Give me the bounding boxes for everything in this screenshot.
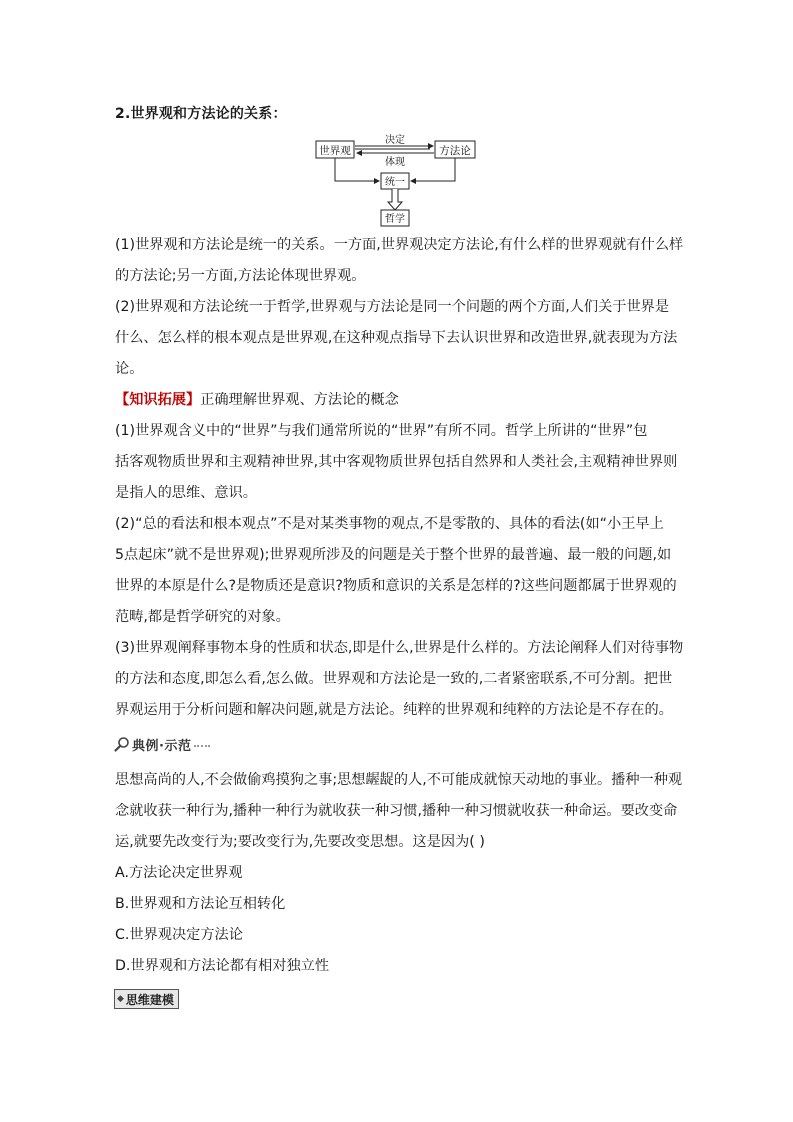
thinking-model-badge — [114, 989, 179, 1009]
question-stem-line-1: 思想高尚的人,不会做偷鸡摸狗之事;思想龌龊的人,不可能成就惊天动地的事业。播种一种观 — [115, 772, 683, 788]
left-connector — [335, 158, 379, 181]
decides-label: 决定 — [385, 135, 405, 146]
unity-label: 统一 — [385, 177, 405, 188]
example-badge-label: 典例·示范 — [132, 738, 192, 754]
knowledge-2-line-1: (2)“总的看法和根本观点”不是对某类事物的观点,不是零散的、具体的看法(如“小王早上 — [115, 516, 664, 532]
point-1-line-1: (1)世界观和方法论是统一的关系。一方面,世界观决定方法论,有什么样的世界观就有什么样 — [115, 237, 684, 253]
diamond-icon: ◆ — [117, 994, 124, 1004]
knowledge-2-line-2: 5点起床”就不是世界观);世界观所涉及的问题是关于整个世界的最普遍、最一般的问题,如 — [115, 547, 672, 563]
section-heading: 2.世界观和方法论的关系： — [115, 106, 287, 122]
question-stem-line-2: 念就收获一种行为,播种一种行为就收获一种习惯,播种一种习惯就收获一种命运。要改变命 — [115, 803, 678, 819]
knowledge-2-line-4: 范畴,都是哲学研究的对象。 — [115, 609, 290, 625]
methodology-label: 方法论 — [439, 145, 471, 157]
option-d: D.世界观和方法论都有相对独立性 — [115, 958, 330, 974]
knowledge-1-line-2: 括客观物质世界和主观精神世界,其中客观物质世界包括自然界和人类社会,主观精神世界则 — [115, 454, 678, 470]
philosophy-label: 哲学 — [385, 214, 405, 225]
relation-points — [115, 230, 684, 726]
relation-diagram — [300, 128, 500, 232]
knowledge-2-line-3: 世界的本原是什么?是物质还是意识?物质和意识的关系是怎样的?这些问题都属于世界观的 — [115, 578, 677, 594]
question-block — [115, 765, 683, 982]
right-connector — [411, 158, 455, 181]
knowledge-3-line-3: 界观运用于分析问题和解决问题,就是方法论。纯粹的世界观和纯粹的方法论是不存在的。 — [115, 702, 673, 718]
option-b: B.世界观和方法论互相转化 — [115, 896, 286, 912]
thinking-model-label: 思维建模 — [125, 992, 174, 1007]
embodies-label: 体现 — [385, 157, 405, 168]
knowledge-3-line-2: 的方法和态度,即怎么看,怎么做。世界观和方法论是一致的,二者紧密联系,不可分割。把世 — [115, 671, 673, 687]
example-badge — [114, 734, 210, 754]
knowledge-title: 正确理解世界观、方法论的概念 — [200, 392, 399, 408]
point-2-line-3: 论。 — [115, 361, 144, 377]
knowledge-1-line-3: 是指人的思维、意识。 — [115, 485, 257, 501]
knowledge-3-line-1: (3)世界观阐释事物本身的性质和状态,即是什么,世界是什么样的。方法论阐释人们对待事物 — [115, 640, 684, 656]
point-2-line-1: (2)世界观和方法论统一于哲学,世界观与方法论是同一个问题的两个方面,人们关于世界是 — [115, 299, 670, 315]
knowledge-1-line-1: (1)世界观含义中的“世界”与我们通常所说的“世界”有所不同。哲学上所讲的“世界”包 — [115, 423, 648, 439]
option-c: C.世界观决定方法论 — [115, 927, 243, 943]
question-stem-line-3: 运,就要先改变行为;要改变行为,先要改变思想。这是因为( ) — [115, 834, 485, 850]
option-a: A.方法论决定世界观 — [115, 865, 243, 881]
dotted-decoration — [194, 741, 210, 747]
magnifier-icon — [114, 736, 130, 752]
knowledge-title-line — [115, 385, 680, 416]
down-arrow — [388, 189, 402, 210]
point-1-line-2: 的方法论;另一方面,方法论体现世界观。 — [115, 268, 366, 284]
worldview-label: 世界观 — [319, 145, 351, 157]
point-2-line-2: 什么、怎么样的根本观点是世界观,在这种观点指导下去认识世界和改造世界,就表现为方法 — [115, 330, 678, 346]
knowledge-bracket: 【知识拓展】 — [115, 392, 201, 408]
